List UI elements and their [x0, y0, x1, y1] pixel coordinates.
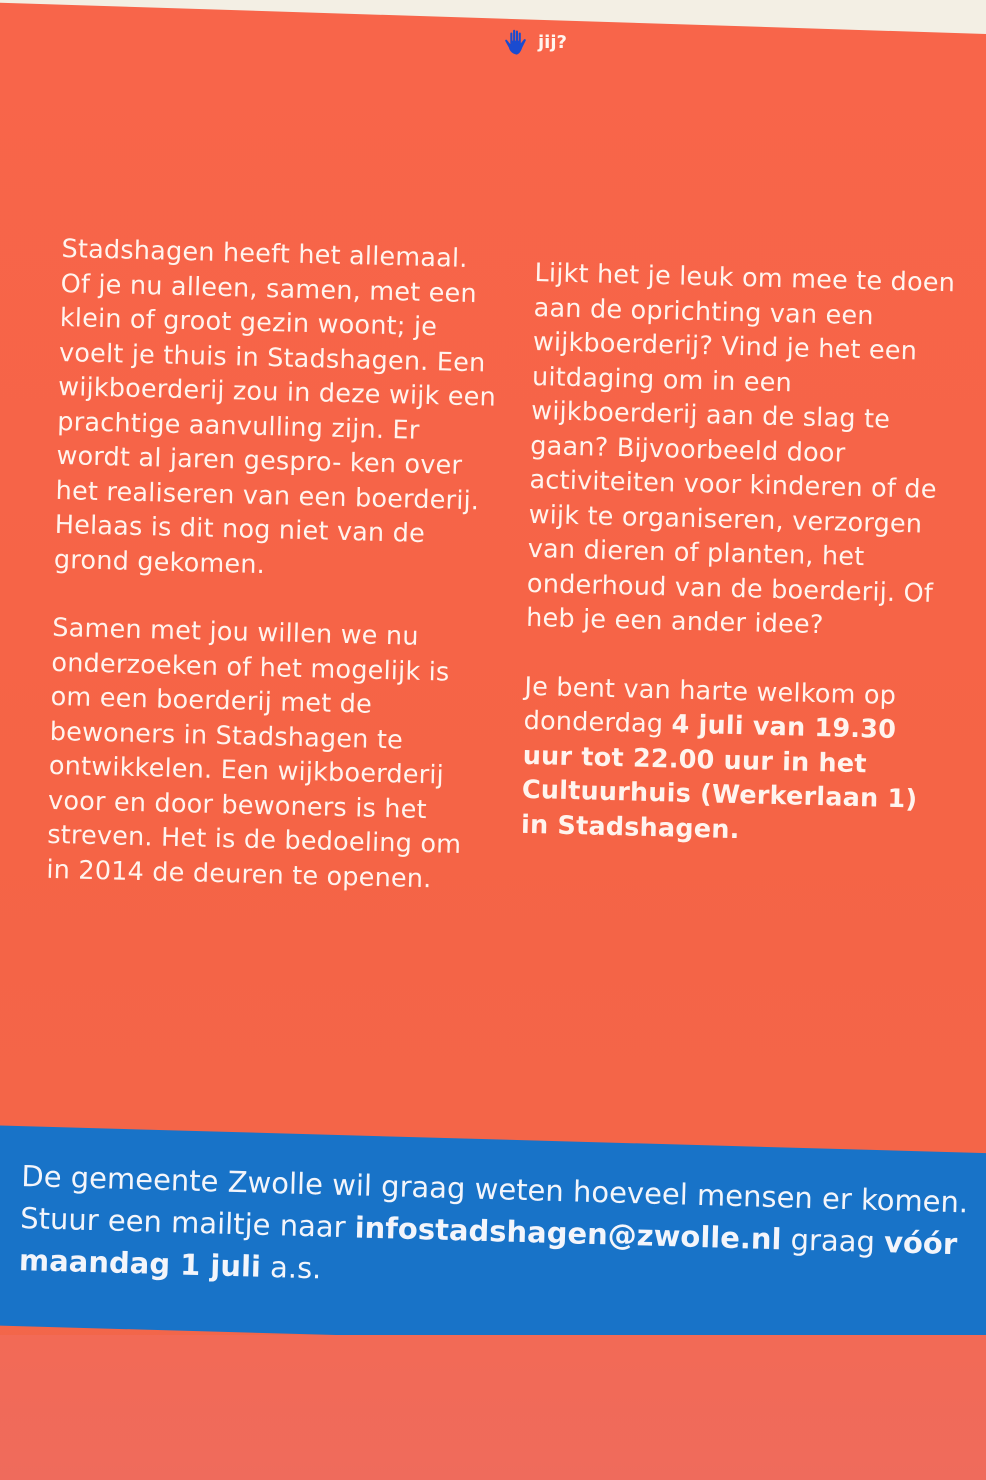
banner-text — [18, 1155, 971, 1307]
banner-text-1: De gemeente Zwolle wil graag weten hoeveel mensen er komen. Stuur een mailtje naar — [19, 1158, 969, 1245]
left-column — [45, 232, 502, 932]
logo-text: jij? — [538, 31, 567, 53]
right-column — [520, 256, 965, 886]
invitation — [521, 669, 955, 852]
banner-text-2: graag — [781, 1222, 885, 1260]
banner-text-3: a.s. — [260, 1249, 322, 1286]
invitation-intro: Je bent van harte welkom op donderdag — [523, 671, 897, 740]
email-link[interactable]: infostadshagen@zwolle.nl — [354, 1210, 782, 1257]
bottom-area — [0, 1335, 986, 1480]
page-edge — [0, 0, 986, 34]
left-paragraph-1: Stadshagen heeft het allemaal. Of je nu alleen, samen, met een klein of groot gezin woont; je voelt je thuis in Stadshagen. Een wijkboerderij zou in deze wijk een prachtige aanvulling zijn. Er wordt al jaren gespro- ken over het realiseren van een boerderij. Helaas is dit nog niet van de grond gekomen. — [53, 233, 497, 580]
deadline: vóór maandag 1 juli — [18, 1225, 958, 1284]
right-paragraph-1: Lijkt het je leuk om mee te doen aan de oprichting van een wijkboerderij? Vind je het een uitdaging om in een wijkboerderij aan de slag te gaan? Bijvoorbeeld door activiteiten voor kinderen of de wijk te organiseren, verzorgen van dieren of planten, het onderhoud van de boerderij. Of heb je een ander idee? — [525, 257, 956, 641]
left-paragraph-2: Samen met jou willen we nu onderzoeken of het mogelijk is om een boerderij met de bewoners in Stadshagen te ontwikkelen. Een wijkboerderij voor en door bewoners is het streven. Het is de bedoeling om in 2014 de deuren te openen. — [46, 612, 462, 894]
logo — [504, 28, 567, 56]
hand-icon — [504, 28, 532, 56]
invitation-details: 4 juli van 19.30 uur tot 22.00 uur in het Cultuurhuis (Werkerlaan 1) in Stadshagen. — [520, 709, 918, 845]
